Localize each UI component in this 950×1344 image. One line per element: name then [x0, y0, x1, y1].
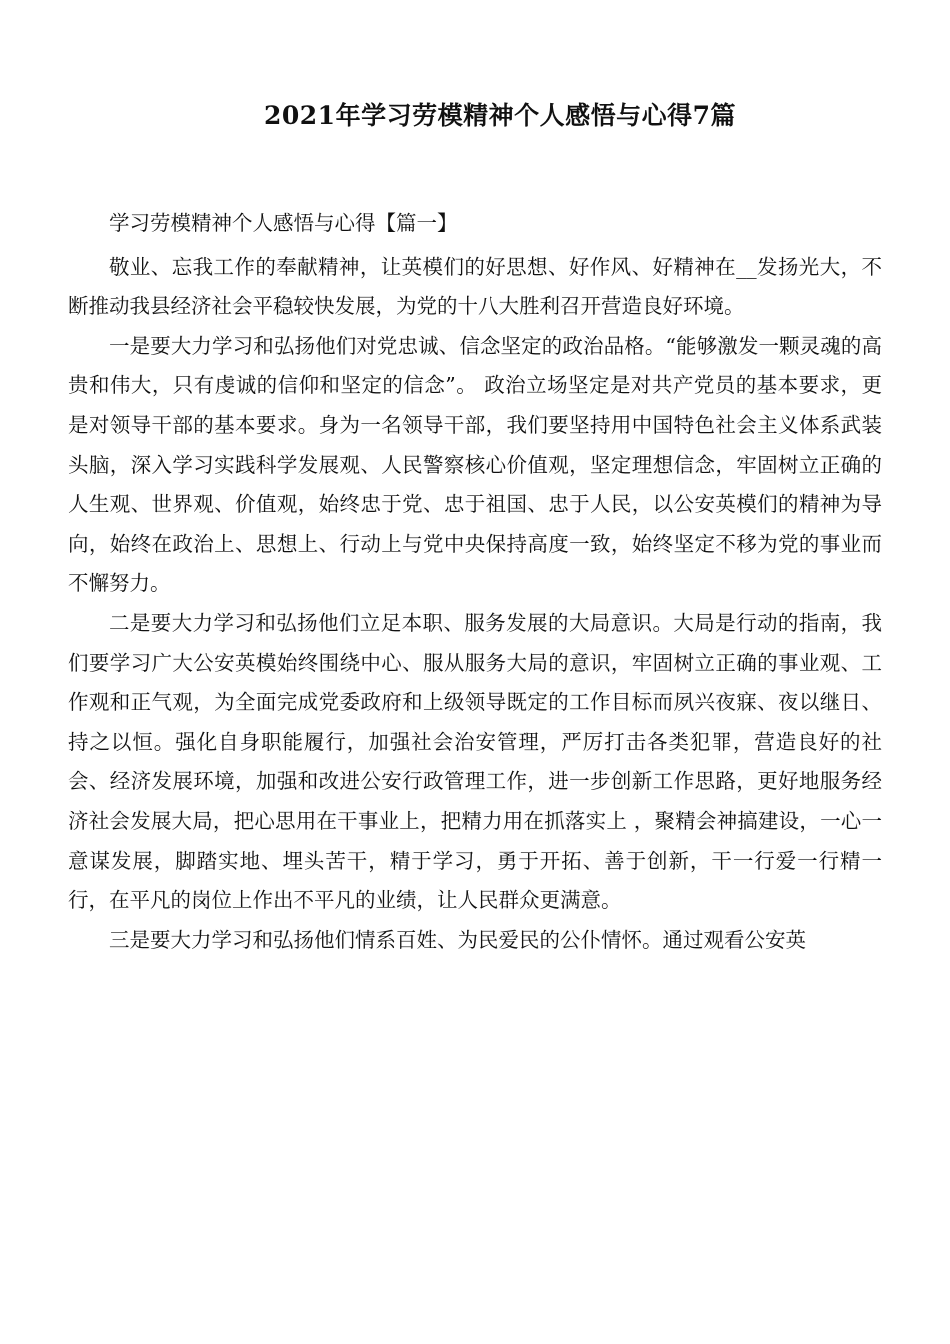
document-title: 2021年学习劳模精神个人感悟与心得7篇	[264, 101, 736, 130]
document-body	[68, 204, 882, 960]
paragraph-point-three: 三是要大力学习和弘扬他们情系百姓、为民爱民的公仆情怀。通过观看公安英	[109, 927, 806, 952]
paragraph-point-two: 二是要大力学习和弘扬他们立足本职、服务发展的大局意识。大局是行动的指南，我们要学习广大公安英模始终围绕中心、服从服务大局的意识，牢固树立正确的事业观、工作观和正气观，为全面完成党委政府和上级领导既定的工作目标而夙兴夜寐、夜以继日、持之以恒。强化自身职能履行，加强社会治安管理，严厉打击各类犯罪，营造良好的社会、经济发展环境，加强和改进公安行政管理工作，进一步创新工作思路，更好地服务经济社会发展大局，把心思用在干事业上，把精力用在抓落实上 ，聚精会神搞建设，一心一意谋发展，脚踏实地、埋头苦干，精于学习，勇于开拓、善于创新，干一行爱一行精一行，在平凡的岗位上作出不平凡的业绩，让人民群众更满意。	[68, 610, 882, 913]
paragraph-point-one: 一是要大力学习和弘扬他们对党忠诚、信念坚定的政治品格。“能够激发一颗灵魂的高贵和伟大，只有虔诚的信仰和坚定的信念”。 政治立场坚定是对共产党员的基本要求，更是对领导干部的基本要求。身为一名领导干部，我们要坚持用中国特色社会主义体系武装头脑，深入学习实践科学发展观、人民警察核心价值观，坚定理想信念，牢固树立正确的人生观、世界观、价值观，始终忠于党、忠于祖国、忠于人民，以公安英模们的精神为导向，始终在政治上、思想上、行动上与党中央保持高度一致，始终坚定不移为党的事业而不懈努力。	[68, 333, 882, 596]
section-heading: 学习劳模精神个人感悟与心得【篇一】	[109, 211, 458, 235]
paragraph-intro: 敬业、忘我工作的奉献精神，让英模们的好思想、好作风、好精神在__发扬光大，不断推动我县经济社会平稳较快发展，为党的十八大胜利召开营造良好环境。	[68, 254, 882, 319]
